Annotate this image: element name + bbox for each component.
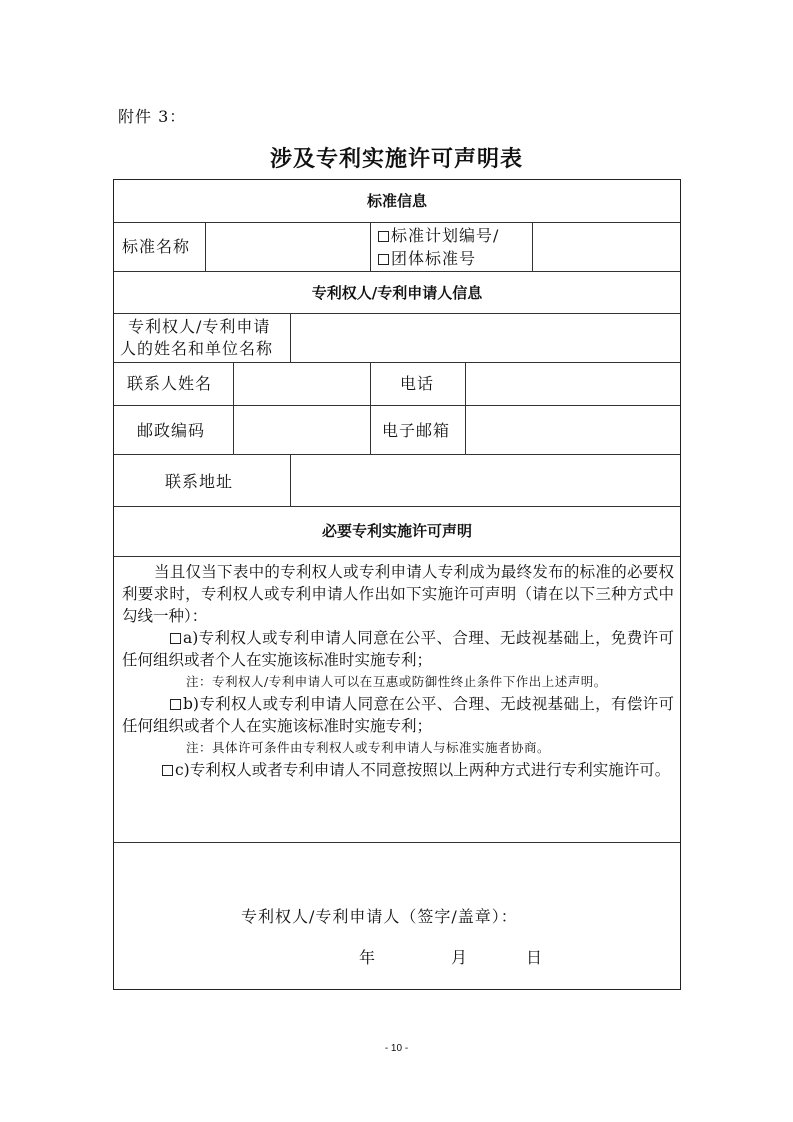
postal-code-label: 邮政编码 [137,421,206,440]
contact-name-label: 联系人姓名 [127,374,213,393]
holder-name-label-line2: 人的姓名和单位名称 [120,339,274,358]
address-field[interactable] [291,455,679,505]
form-title: 涉及专利实施许可声明表 [269,147,523,172]
row-divider [114,271,680,272]
section-holder-info: 专利权人/专利申请人信息 [311,284,483,302]
phone-field[interactable] [466,363,679,404]
email-field[interactable] [466,406,679,453]
holder-name-label-line1: 专利权人/专利申请 [128,317,271,336]
standard-number-field[interactable] [533,223,679,270]
contact-name-field[interactable] [234,363,369,404]
declaration-intro: 当且仅当下表中的专利权人或专利申请人专利成为最终发布的标准的必要权利要求时，专利权人或专利申请人作出如下实施许可声明（请在以下三种方式中勾线一种）： [122,563,674,625]
col-divider [370,222,371,271]
signature-label: 专利权人/专利申请人（签字/盖章）： [241,907,518,926]
declaration-body [122,561,674,781]
section-standard-info: 标准信息 [366,192,427,210]
option-c [122,759,674,781]
row-divider [114,506,680,507]
group-number-option [378,248,476,270]
section-declaration: 必要专利实施许可声明 [321,522,472,540]
signature-year-label: 年 [359,948,377,967]
option-b-note: 注：具体许可条件由专利权人或专利申请人与标准实施者协商。 [186,740,551,755]
option-c-checkbox[interactable] [162,765,173,776]
plan-number-option [378,225,499,247]
option-b-checkbox[interactable] [170,699,181,710]
holder-name-field[interactable] [291,314,679,361]
option-b-text: b)专利权人或专利申请人同意在公平、合理、无歧视基础上，有偿许可任何组织或者个人在实施该标准时实施专利； [122,695,674,735]
row-divider [114,556,680,557]
signature-field[interactable] [115,843,679,989]
email-label: 电子邮箱 [382,421,451,440]
plan-number-checkbox[interactable] [378,231,389,242]
option-a-checkbox[interactable] [170,633,181,644]
postal-code-field[interactable] [234,406,369,453]
signature-day-label: 日 [526,948,544,967]
phone-label: 电话 [400,374,435,393]
declaration-form [113,179,681,990]
option-c-text: c)专利权人或者专利申请人不同意按照以上两种方式进行专利实施许可。 [175,761,671,779]
plan-number-label: 标准计划编号/ [391,226,500,245]
col-divider [370,362,371,454]
attachment-label: 附件 3： [118,107,187,126]
option-b [122,693,674,737]
page-number: - 10 - [384,1043,409,1054]
address-label: 联系地址 [165,472,234,491]
signature-month-label: 月 [451,948,469,967]
option-a [122,627,674,671]
option-a-note: 注：专利权人/专利申请人可以在互惠或防御性终止条件下作出上述声明。 [186,674,607,689]
group-number-checkbox[interactable] [378,254,389,265]
option-a-text: a)专利权人或专利申请人同意在公平、合理、无歧视基础上，免费许可任何组织或者个人在实施该标准时实施专利； [122,629,674,669]
group-number-label: 团体标准号 [391,249,477,268]
standard-name-field[interactable] [206,223,369,270]
standard-name-label: 标准名称 [122,237,191,256]
